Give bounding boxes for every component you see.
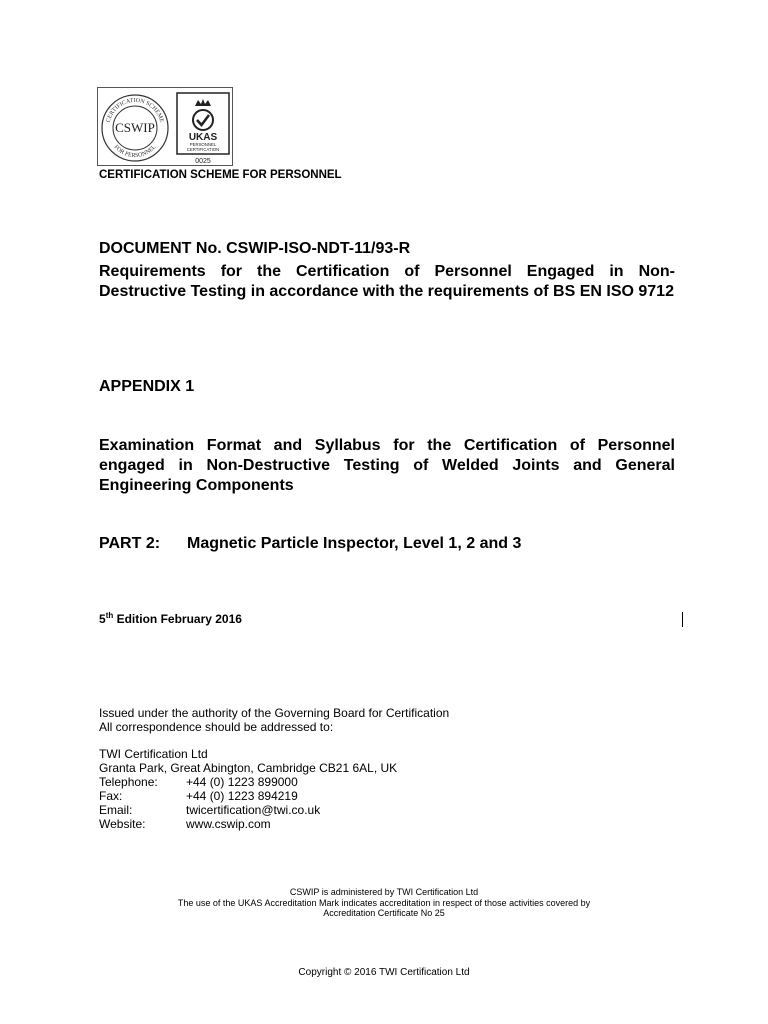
text-cursor: [682, 612, 683, 627]
contact-email-link[interactable]: twicertification@twi.co.uk: [186, 803, 321, 817]
contact-row-fax: [99, 789, 397, 803]
document-number: DOCUMENT No. CSWIP-ISO-NDT-11/93-R: [99, 240, 411, 257]
logo-panel: [97, 87, 233, 166]
contact-address: Granta Park, Great Abington, Cambridge CB21 6AL, UK: [99, 761, 398, 775]
part-title: Magnetic Particle Inspector, Level 1, 2 and 3: [187, 535, 522, 552]
exam-title: Examination Format and Syllabus for the Certification of Personnel engaged in Non-Destructive Testing of Welded Joints and General Engineering Components: [99, 437, 675, 494]
ukas-logo: [176, 92, 230, 166]
issued-block: [99, 706, 449, 734]
contact-label: Email:: [99, 803, 133, 817]
cswip-ring-top: CERTIFICATION SCHEME: [105, 97, 165, 124]
cswip-ring-bottom: FOR PERSONNEL: [112, 144, 158, 160]
contact-label: Telephone:: [99, 775, 158, 789]
contact-row-telephone: [99, 775, 397, 789]
issued-line-2: All correspondence should be addressed to:: [99, 720, 334, 734]
cswip-logo-text: CSWIP: [115, 120, 155, 135]
admin-line-1: CSWIP is administered by TWI Certification Ltd: [289, 887, 479, 897]
contact-org: TWI Certification Ltd: [99, 747, 208, 761]
ukas-sub1: PERSONNEL: [189, 142, 217, 147]
contact-block: [99, 747, 397, 831]
admin-notice: [0, 887, 768, 919]
copyright: Copyright © 2016 TWI Certification Ltd: [298, 967, 470, 978]
contact-row-email: [99, 803, 397, 817]
edition-number: 5: [99, 612, 106, 626]
contact-value: +44 (0) 1223 899000: [186, 775, 298, 789]
contact-website-link[interactable]: www.cswip.com: [186, 817, 271, 831]
cswip-logo: [100, 92, 170, 164]
edition-ordinal: th: [105, 611, 114, 620]
issued-line-1: Issued under the authority of the Governing Board for Certification: [99, 706, 450, 720]
ukas-number: 0025: [195, 158, 211, 165]
contact-value: +44 (0) 1223 894219: [186, 789, 298, 803]
document-subtitle: Requirements for the Certification of Personnel Engaged in Non-Destructive Testing in accordance with the requirements of BS EN ISO 9712: [99, 263, 675, 300]
ukas-logo-text: UKAS: [188, 132, 218, 143]
tick-icon: [197, 115, 209, 125]
contact-label: Website:: [99, 817, 146, 831]
edition: [99, 611, 242, 626]
appendix-heading: APPENDIX 1: [99, 378, 195, 395]
ukas-sub2: CERTIFICATION: [186, 147, 220, 152]
part-label: PART 2:: [99, 535, 161, 552]
contact-row-website: [99, 817, 397, 831]
contact-label: Fax:: [99, 789, 123, 803]
edition-text: Edition February 2016: [113, 612, 242, 626]
admin-line-3: Accreditation Certificate No 25: [323, 908, 445, 918]
part-heading: [99, 535, 521, 553]
crown-icon: [195, 99, 211, 106]
scheme-title: CERTIFICATION SCHEME FOR PERSONNEL: [99, 169, 342, 181]
admin-line-2: The use of the UKAS Accreditation Mark indicates accreditation in respect of those activities covered by: [177, 897, 591, 908]
